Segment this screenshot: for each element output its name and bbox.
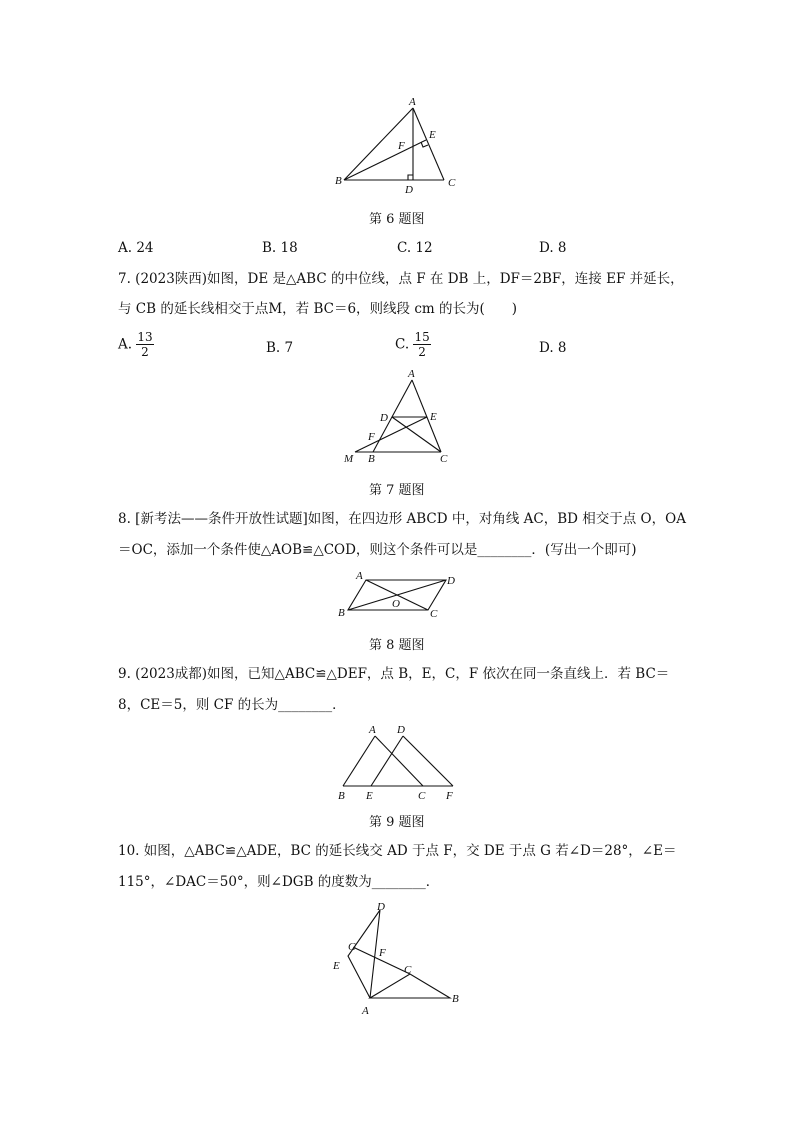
q8-stem-line2: ＝OC，添加一个条件使△AOB≌△COD，则这个条件可以是________．(写出一个即可) (118, 542, 637, 558)
q7-option-a-prefix: A. (118, 336, 133, 353)
q6-option-d: D. 8 (539, 240, 567, 256)
q7-figure (338, 368, 458, 466)
q7-label-m: M (344, 453, 354, 465)
q7-stem-line1: 7. (2023陕西)如图，DE 是△ABC 的中位线，点 F 在 DB 上，DF＝2BF，连接 EF 并延长， (118, 271, 684, 287)
q9-label-f: F (446, 790, 453, 802)
q6-label-b: B (335, 175, 342, 187)
q8-label-o: O (392, 598, 400, 610)
q7-option-a (118, 330, 154, 359)
q10-stem-line1: 10. 如图，△ABC≌△ADE，BC 的延长线交 AD 于点 F，交 DE 于点 G 若∠D＝28°，∠E＝ (118, 843, 677, 859)
q10-stem-line2: 115°，∠DAC＝50°，则∠DGB 的度数为________． (118, 874, 440, 890)
q10-label-f: F (379, 947, 386, 959)
q6-option-b: B. 18 (262, 240, 298, 256)
q7-option-c-fraction (413, 330, 430, 359)
q7-label-c: C (440, 453, 448, 465)
q9-side-df (403, 736, 453, 786)
q6-option-a: A. 24 (118, 240, 154, 256)
q7-figure-caption: 第 7 题图 (369, 483, 425, 498)
q10-label-d: D (377, 901, 385, 913)
q8-label-d: D (447, 575, 455, 587)
q10-label-b: B (452, 993, 459, 1005)
q6-label-f: F (398, 140, 405, 152)
q6-option-c: C. 12 (397, 240, 433, 256)
q9-side-de (371, 736, 403, 786)
q7-label-b: B (368, 453, 375, 465)
q7-label-e: E (430, 411, 437, 423)
q8-stem-line1: 8. [新考法——条件开放性试题]如图，在四边形 ABCD 中，对角线 AC，BD 相交于点 O，OA (118, 511, 686, 527)
q6-label-e: E (429, 129, 436, 141)
q9-label-b: B (338, 790, 345, 802)
q6-figure-caption: 第 6 题图 (369, 212, 425, 227)
q9-label-d: D (397, 724, 405, 736)
q7-label-a: A (408, 368, 415, 380)
q10-figure (328, 898, 468, 1022)
q10-label-c: C (404, 964, 412, 976)
q7-option-c (395, 330, 431, 359)
q6-label-c: C (448, 177, 456, 189)
q9-label-c: C (418, 790, 426, 802)
q7-option-d: D. 8 (539, 340, 567, 356)
q9-side-ac (375, 736, 423, 786)
q10-triangle-ade (348, 910, 380, 998)
q6-figure (330, 96, 460, 194)
q9-side-ab (343, 736, 375, 786)
q8-label-c: C (430, 608, 438, 620)
q9-figure (333, 720, 465, 804)
q8-figure (334, 568, 464, 622)
q7-label-d: D (380, 412, 388, 424)
q7-side-ab (373, 380, 412, 452)
q7-option-a-denominator: 2 (141, 345, 149, 359)
q10-triangle-abc (370, 974, 450, 998)
q8-figure-caption: 第 8 题图 (369, 638, 425, 653)
q8-label-a: A (356, 570, 363, 582)
q6-altitude-be (344, 140, 426, 180)
q7-option-c-numerator: 15 (414, 330, 430, 344)
q9-label-e: E (366, 790, 373, 802)
q10-label-g: G (348, 941, 356, 953)
q6-right-angle-e (421, 142, 428, 147)
q9-stem-line2: 8，CE＝5，则 CF 的长为________． (118, 697, 346, 713)
q9-stem-line1: 9. (2023成都)如图，已知△ABC≌△DEF，点 B，E，C，F 依次在同一条直线上．若 BC＝ (118, 666, 670, 682)
q7-option-a-numerator: 13 (137, 330, 153, 344)
q7-stem-line2: 与 CB 的延长线相交于点M，若 BC＝6，则线段 cm 的长为( ) (118, 301, 518, 317)
q6-right-angle-d (408, 175, 413, 180)
q6-label-d: D (405, 184, 413, 194)
q7-option-b: B. 7 (266, 340, 294, 356)
q7-label-f: F (368, 431, 375, 443)
q8-label-b: B (338, 607, 345, 619)
q6-label-a: A (409, 96, 416, 108)
q10-label-a: A (362, 1005, 369, 1017)
q10-label-e: E (333, 960, 340, 972)
q9-figure-caption: 第 9 题图 (369, 815, 425, 830)
q7-option-a-fraction (136, 330, 153, 359)
q9-label-a: A (369, 724, 376, 736)
q7-option-c-prefix: C. (395, 336, 410, 353)
q7-option-c-denominator: 2 (418, 345, 426, 359)
